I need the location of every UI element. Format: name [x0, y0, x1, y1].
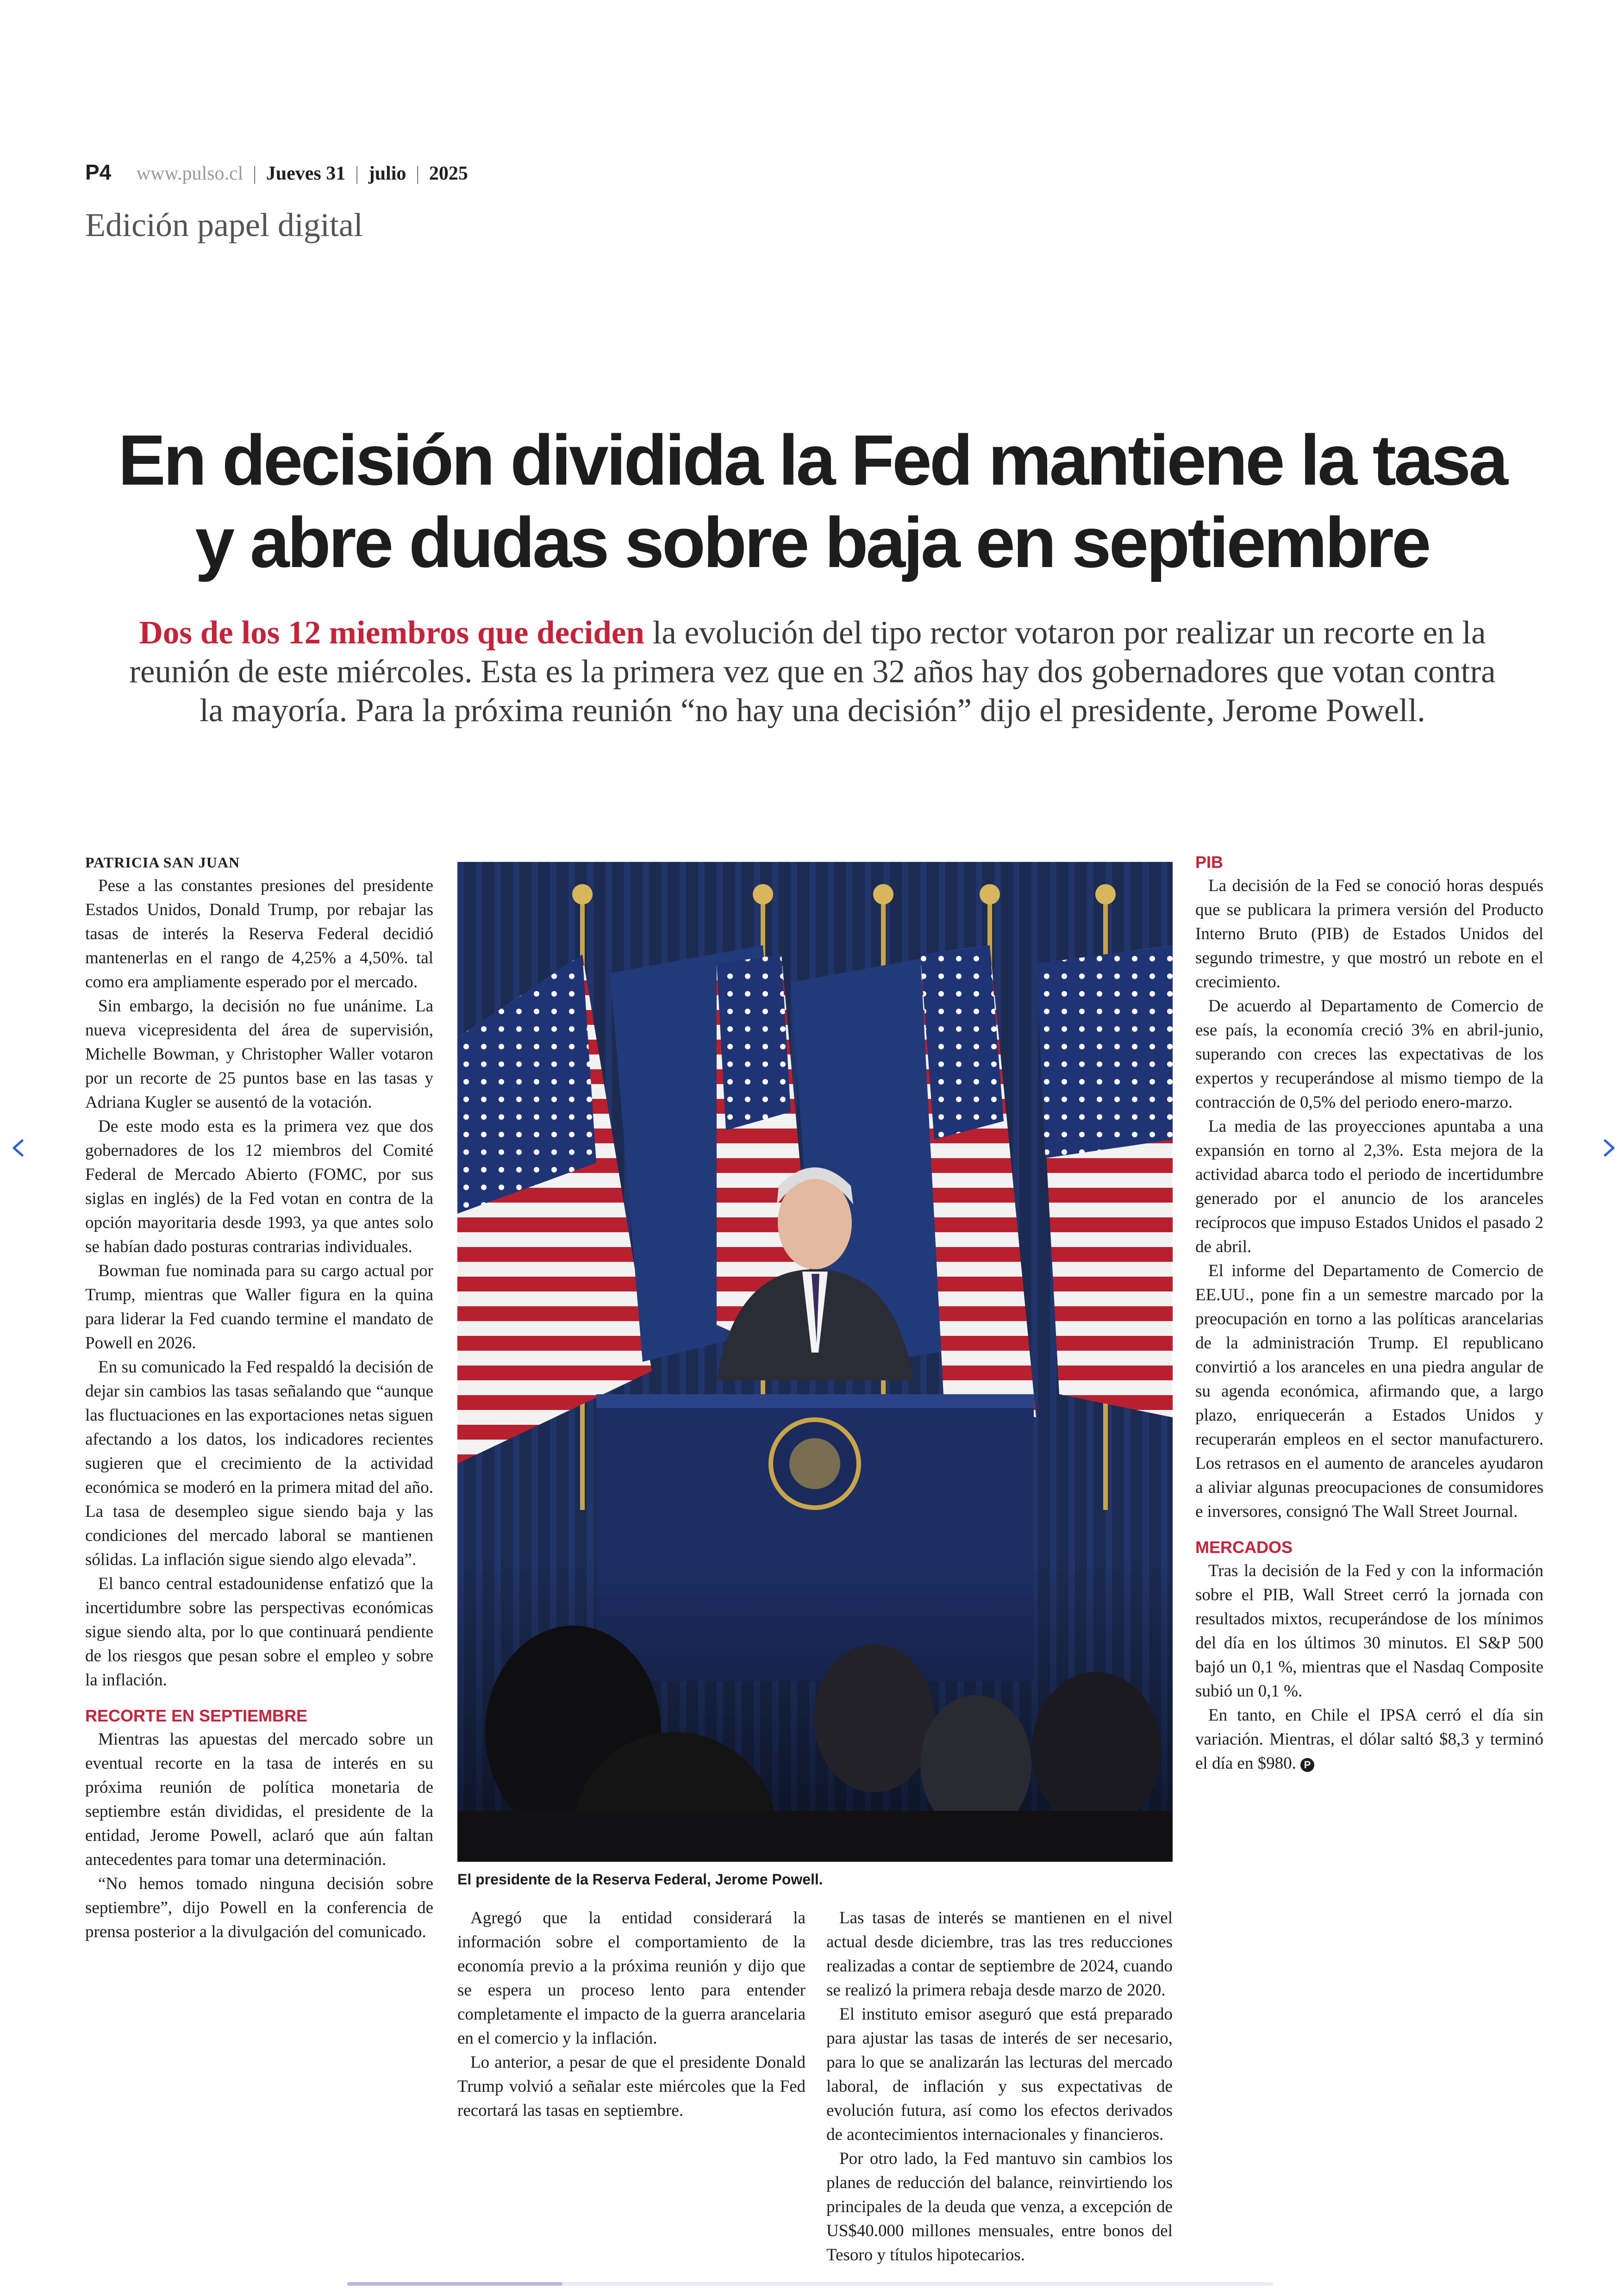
chevron-left-icon: [5, 1134, 32, 1162]
paragraph: Lo anterior, a pesar de que el presidente Donald Trump volvió a señalar este miércoles que la Fed recortará las tasas en septiembre.: [457, 2053, 806, 2120]
last-paragraph-text: En tanto, en Chile el IPSA cerró el día sin variación. Mientras, el dólar saltó $8,3 y terminó el día en $980.: [1195, 1706, 1543, 1773]
paragraph: Tras la decisión de la Fed y con la información sobre el PIB, Wall Street cerró la jornada con resultados mixtos, recuperándose de los mínimos del día en los últimos 30 minutos. El S&P 500 bajó un 0,1 %, mientras que el Nasdaq Composite subió un 0,1 %.: [1195, 1561, 1543, 1701]
article-column-3: [1195, 851, 1543, 1776]
headline-line-1: En decisión dividida la Fed mantiene la tasa: [118, 420, 1506, 500]
deck-text: la evolución del tipo rector votaron por realizar un recorte en la reunión de este miércoles. Esta es la primera vez que en 32 años hay dos gobernadores que votan contra la mayoría. Para la próxima reunión “no hay una decisión” dijo el presidente, Jerome Powell.: [129, 615, 1496, 729]
subhead-pib: PIB: [1195, 853, 1224, 872]
page-header: P4 www.pulso.cl | Jueves 31 | julio | 2025: [85, 160, 468, 184]
article-column-1: [85, 851, 433, 1944]
chevron-right-icon: [1595, 1134, 1623, 1162]
subhead-mercados: MERCADOS: [1195, 1538, 1293, 1557]
paragraph: En su comunicado la Fed respaldó la decisión de dejar sin cambios las tasas señalando que “aunque las fluctuaciones en las exportaciones netas siguen afectando a los datos, los indicadores recientes sugieren que el crecimiento de la actividad económica se moderó en la primera mitad del año. La tasa de desempleo sigue siendo baja y las condiciones del mercado laboral se mantienen sólidas. La inflación sigue siendo algo elevada”.: [85, 1358, 433, 1569]
article-column-2b: [826, 1906, 1173, 2267]
headline: [69, 419, 1555, 584]
date-month: julio: [368, 163, 406, 184]
byline: PATRICIA SAN JUAN: [85, 854, 240, 871]
prev-page-button[interactable]: [5, 1134, 32, 1162]
deck: [116, 613, 1509, 730]
paragraph: Pese a las constantes presiones del presidente Estados Unidos, Donald Trump, por rebajar las tasas de interés la Reserva Federal decidió mantenerlas en el rango de 4,25% a 4,50%. tal como era ampliamente esperado por el mercado.: [85, 876, 433, 992]
edition-label: Edición papel digital: [85, 206, 363, 243]
deck-highlight: Dos de los 12 miembros que deciden: [139, 615, 644, 651]
horizontal-scrollbar-thumb[interactable]: [347, 2282, 562, 2286]
paragraph: Sin embargo, la decisión no fue unánime. La nueva vicepresidenta del área de supervisión, Michelle Bowman, y Christopher Waller votaron por un recorte de 25 puntos base en las tasas y Adriana Kugler se ausentó de la votación.: [85, 997, 433, 1112]
paragraph: El instituto emisor aseguró que está preparado para ajustar las tasas de interés de ser necesario, para lo que se analizarán las lecturas del mercado laboral, de inflación y sus expectativas de evolución futura, así como los efectos derivados de acontecimientos internacionales y financieros.: [826, 2005, 1173, 2144]
date-year: 2025: [429, 163, 468, 184]
article-column-2a: [457, 1906, 806, 2123]
site-url[interactable]: www.pulso.cl: [136, 163, 244, 184]
paragraph: De este modo esta es la primera vez que dos gobernadores de los 12 miembros del Comité Federal de Mercado Abierto (FOMC, por sus siglas en inglés) de la Fed votan en contra de la opción mayoritaria desde 1993, ya que antes solo se habían dado posturas contrarias individuales.: [85, 1117, 433, 1256]
date-day: Jueves 31: [266, 163, 346, 184]
paragraph: [1195, 1703, 1543, 1776]
paragraph: “No hemos tomado ninguna decisión sobre septiembre”, dijo Powell en la conferencia de prensa posterior a la divulgación del comunicado.: [85, 1874, 433, 1941]
photo-caption: El presidente de la Reserva Federal, Jerome Powell.: [457, 1871, 823, 1888]
paragraph: El informe del Departamento de Comercio de EE.UU., pone fin a un semestre marcado por la preocupación en torno a las políticas arancelarias de la administración Trump. El republicano convirtió a los aranceles en una piedra angular de su agenda económica, afirmando que, a largo plazo, enriquecerán a Estados Unidos y recuperarán empleos en el sector manufacturero. Los retrasos en el aumento de aranceles ayudaron a aliviar algunas preocupaciones de consumidores e inversores, consignó The Wall Street Journal.: [1195, 1261, 1543, 1521]
end-mark-icon: P: [1300, 1758, 1314, 1772]
paragraph: Bowman fue nominada para su cargo actual por Trump, mientras que Waller figura en la quina para liderar la Fed cuando termine el mandato de Powell en 2026.: [85, 1261, 433, 1353]
paragraph: El banco central estadounidense enfatizó que la incertidumbre sobre las perspectivas económicas sigue siendo alta, por lo que continuará pendiente de los riesgos que pesan sobre el empleo y sobre la inflación.: [85, 1574, 433, 1690]
subhead-recorte: RECORTE EN SEPTIEMBRE: [85, 1706, 308, 1725]
paragraph: La media de las proyecciones apuntaba a una expansión en torno al 2,3%. Esta mejora de la actividad abarca todo el periodo de incertidumbre generado por el anuncio de los aranceles recíprocos que impuso Estados Unidos el pasado 2 de abril.: [1195, 1117, 1543, 1256]
paragraph: Mientras las apuestas del mercado sobre un eventual recorte en la tasa de interés en su próxima reunión de política monetaria de septiembre están divididas, el presidente de la entidad, Jerome Powell, aclaró que aún faltan antecedentes para tomar una determinación.: [85, 1730, 433, 1869]
next-page-button[interactable]: [1595, 1134, 1623, 1162]
headline-line-2: y abre dudas sobre baja en septiembre: [195, 503, 1429, 582]
paragraph: La decisión de la Fed se conoció horas después que se publicara la primera versión del Producto Interno Bruto (PIB) de Estados Unidos del segundo trimestre, y que mostró un rebote en el crecimiento.: [1195, 876, 1543, 992]
paragraph: Agregó que la entidad considerará la información sobre el comportamiento de la economía previo a la próxima reunión y dijo que se espera un proceso lento para entender completamente el impacto de la guerra arancelaria en el comercio y la inflación.: [457, 1908, 806, 2048]
paragraph: De acuerdo al Departamento de Comercio de ese país, la economía creció 3% en abril-junio, superando con creces las expectativas de los expertos y recuperándose al mismo tiempo de la contracción de 0,5% del periodo enero-marzo.: [1195, 997, 1543, 1112]
powell-photo: [457, 862, 1173, 1862]
page-number: P4: [85, 160, 112, 184]
paragraph: Las tasas de interés se mantienen en el nivel actual desde diciembre, tras las tres reducciones realizadas a contar de septiembre de 2024, cuando se realizó la primera rebaja desde marzo de 2020.: [826, 1908, 1173, 2000]
paragraph: Por otro lado, la Fed mantuvo sin cambios los planes de reducción del balance, reinvirtiendo los principales de la deuda que venza, a excepción de US$40.000 millones mensuales, entre bonos del Tesoro y títulos hipotecarios.: [826, 2149, 1173, 2264]
